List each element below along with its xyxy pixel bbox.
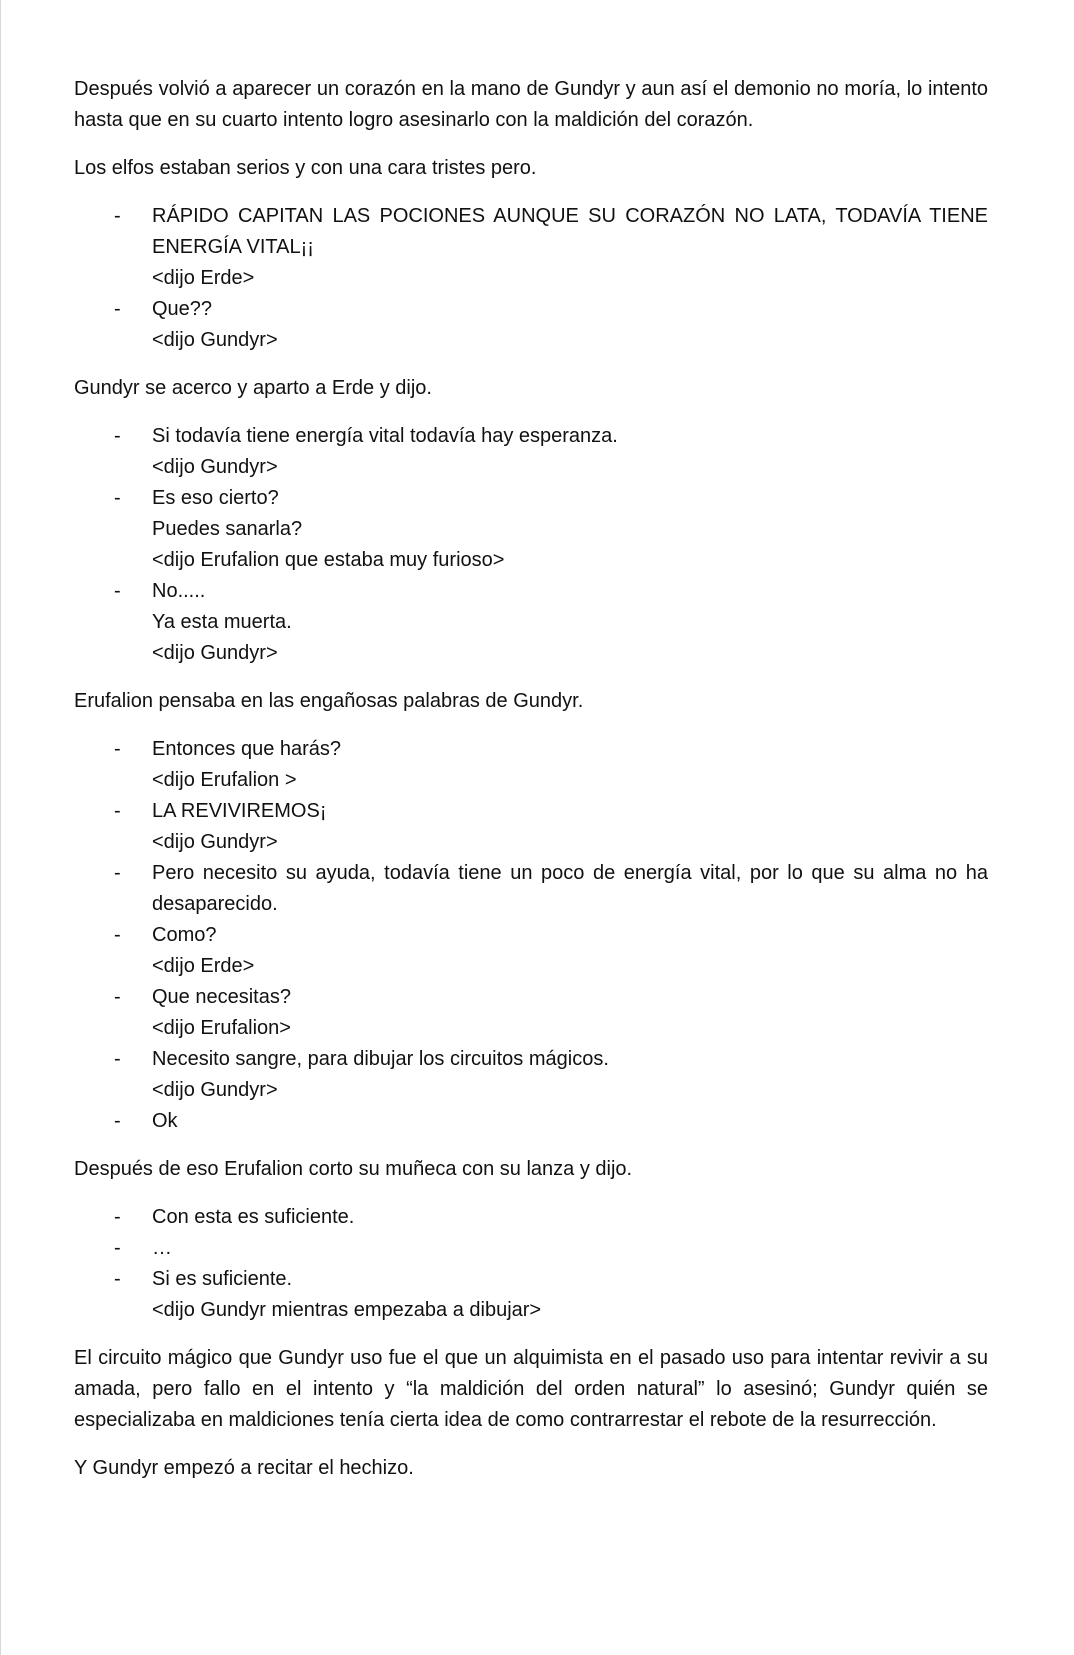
speaker-tag: <dijo Erde>: [152, 267, 255, 289]
dialogue-item: [74, 421, 988, 483]
dialogue-line: Ok: [152, 1110, 178, 1132]
dialogue-item: [74, 734, 988, 796]
dash-bullet: -: [114, 862, 121, 884]
narrative-paragraph: El circuito mágico que Gundyr uso fue el que un alquimista en el pasado uso para intentar revivir a su amada, pero fallo en el intento y “la maldición del orden natural” lo asesinó; Gundyr quién se especializaba en maldiciones tenía cierta idea de como contrarrestar el rebote de la resurrección.: [74, 1347, 988, 1431]
narrative-paragraph: Erufalion pensaba en las engañosas palabras de Gundyr.: [74, 690, 584, 712]
dialogue-item: [74, 1233, 988, 1264]
narrative-paragraph: Gundyr se acerco y aparto a Erde y dijo.: [74, 377, 432, 399]
narrative-paragraph: Después volvió a aparecer un corazón en la mano de Gundyr y aun así el demonio no moría, lo intento hasta que en su cuarto intento logro asesinarlo con la maldición del corazón.: [74, 78, 988, 131]
dialogue-item: [74, 1264, 988, 1326]
dialogue-line: LA REVIVIREMOS¡: [152, 800, 327, 822]
dash-bullet: -: [114, 800, 121, 822]
dialogue-line: …: [152, 1237, 172, 1259]
narrative-paragraph: Después de eso Erufalion corto su muñeca con su lanza y dijo.: [74, 1158, 633, 1180]
dialogue-item: [74, 982, 988, 1044]
dialogue-line: Es eso cierto?: [152, 487, 279, 509]
speaker-tag: <dijo Gundyr>: [152, 456, 278, 478]
dash-bullet: -: [114, 986, 121, 1008]
dialogue-line: Como?: [152, 924, 217, 946]
dialogue-item: [74, 483, 988, 576]
dash-bullet: -: [114, 298, 121, 320]
dialogue-item: [74, 576, 988, 669]
dash-bullet: -: [114, 425, 121, 447]
dash-bullet: -: [114, 924, 121, 946]
dialogue-item: [74, 920, 988, 982]
speaker-tag: <dijo Gundyr>: [152, 642, 278, 664]
dialogue-line: RÁPIDO CAPITAN LAS POCIONES AUNQUE SU CORAZÓN NO LATA, TODAVÍA TIENE ENERGÍA VITAL¡¡: [152, 205, 988, 258]
speaker-tag: <dijo Gundyr>: [152, 329, 278, 351]
dialogue-line: Que necesitas?: [152, 986, 291, 1008]
narrative-paragraph: Y Gundyr empezó a recitar el hechizo.: [74, 1457, 414, 1479]
dialogue-line: Puedes sanarla?: [152, 518, 303, 540]
dialogue-line: No.....: [152, 580, 206, 602]
dialogue-list: [74, 734, 988, 1137]
speaker-tag: <dijo Gundyr mientras empezaba a dibujar>: [152, 1299, 542, 1321]
dialogue-list: [74, 201, 988, 356]
dash-bullet: -: [114, 1110, 121, 1132]
dialogue-list: [74, 1202, 988, 1326]
dialogue-line: Entonces que harás?: [152, 738, 342, 760]
dialogue-line: Necesito sangre, para dibujar los circuitos mágicos.: [152, 1048, 609, 1070]
dash-bullet: -: [114, 205, 121, 227]
narrative-paragraph: Los elfos estaban serios y con una cara tristes pero.: [74, 157, 537, 179]
dash-bullet: -: [114, 1268, 121, 1290]
speaker-tag: <dijo Gundyr>: [152, 1079, 278, 1101]
page-left-edge: [0, 0, 1, 1655]
dialogue-item: [74, 858, 988, 920]
document-page: [74, 74, 988, 1501]
speaker-tag: <dijo Erufalion >: [152, 769, 297, 791]
dialogue-item: [74, 1202, 988, 1233]
dialogue-item: [74, 201, 988, 294]
dialogue-line: Con esta es suficiente.: [152, 1206, 355, 1228]
dash-bullet: -: [114, 1048, 121, 1070]
dialogue-list: [74, 421, 988, 669]
dialogue-item: [74, 1106, 988, 1137]
dialogue-line: Ya esta muerta.: [152, 611, 292, 633]
dash-bullet: -: [114, 580, 121, 602]
dash-bullet: -: [114, 1206, 121, 1228]
dash-bullet: -: [114, 487, 121, 509]
speaker-tag: <dijo Erufalion>: [152, 1017, 291, 1039]
dialogue-line: Que??: [152, 298, 213, 320]
dialogue-item: [74, 796, 988, 858]
speaker-tag: <dijo Erufalion que estaba muy furioso>: [152, 549, 505, 571]
dialogue-line: Si es suficiente.: [152, 1268, 293, 1290]
dash-bullet: -: [114, 738, 121, 760]
speaker-tag: <dijo Gundyr>: [152, 831, 278, 853]
dialogue-line: Pero necesito su ayuda, todavía tiene un poco de energía vital, por lo que su alma no ha desaparecido.: [152, 862, 988, 915]
speaker-tag: <dijo Erde>: [152, 955, 255, 977]
dialogue-item: [74, 294, 988, 356]
dash-bullet: -: [114, 1237, 121, 1259]
dialogue-line: Si todavía tiene energía vital todavía hay esperanza.: [152, 425, 618, 447]
dialogue-item: [74, 1044, 988, 1106]
